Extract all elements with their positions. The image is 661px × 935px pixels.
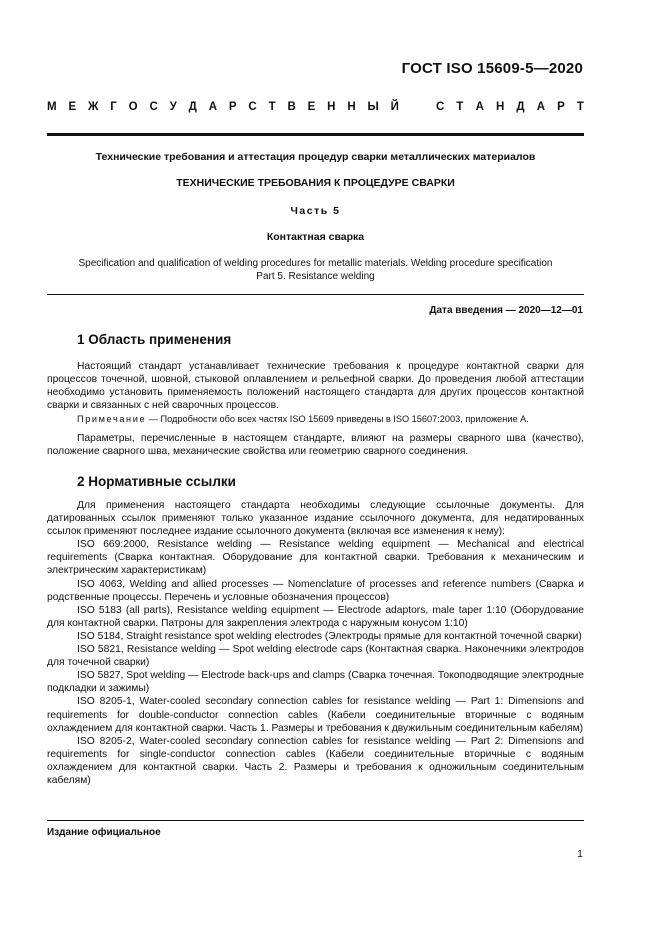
kind-word-interstate: М Е Ж Г О С У Д А Р С Т В Е Н Н Ы Й (47, 101, 399, 113)
reference-item: ISO 8205-2, Water-cooled secondary connection cables for resistance welding — Part 2: Dimensions and requirements for single-conductor connection cables (Кабели соединительные вторичные с водяным охлаждением для контактной сварки. Часть 2. Размеры и требования к одножильным соединительным кабелям) (47, 735, 584, 786)
footer-divider (47, 820, 584, 821)
official-edition: Издание официальное (47, 827, 161, 838)
reference-item: ISO 4063, Welding and allied processes — Nomenclature of processes and reference numbers (Сварка и родственные процессы. Перечень и условные обозначения процессов) (47, 578, 584, 603)
kind-word-standard: С Т А Н Д А Р Т (436, 101, 584, 113)
header-divider (47, 133, 584, 136)
note-text: — Подробности обо всех частях ISO 15609 приведены в ISO 15607:2003, приложение А. (146, 414, 529, 424)
reference-item: ISO 5184, Straight resistance spot welding electrodes (Электроды прямые для контактной точечной сварки) (77, 630, 582, 642)
part-title: Часть 5 (290, 205, 341, 217)
standard-number: ГОСТ ISO 15609-5—2020 (401, 60, 583, 77)
reference-item: ISO 669:2000, Resistance welding — Resistance welding equipment — Mechanical and electrical requirements (Сварка контактная. Оборудование для контактной сварки. Требования к механическим и электрическим характеристикам) (47, 539, 584, 577)
reference-item: ISO 5183 (all parts), Resistance welding equipment — Electrode adaptors, male taper 1:10 (Оборудование для контактной сварки. Патроны для закрепления электрода с наружным конусом 1:10) (47, 604, 584, 629)
introduction-date: Дата введения — 2020—12—01 (429, 305, 583, 316)
title-divider (47, 294, 584, 295)
standard-kind (47, 101, 584, 113)
reference-item: ISO 5827, Spot welding — Electrode back-ups and clamps (Сварка точечная. Токоподводящие электродные подкладки и зажимы) (47, 670, 584, 695)
note (47, 414, 584, 424)
page-number: 1 (577, 848, 583, 860)
general-title: Технические требования и аттестация процедур сварки металлических материалов (95, 151, 536, 163)
english-title: Specification and qualification of welding procedures for metallic materials. Welding procedure specification Part 5. Resistance welding (78, 258, 553, 282)
section-1-paragraph: Настоящий стандарт устанавливает технические требования к процедуре контактной сварки для процессов точечной, шовной, стыковой оплавлением и рельефной сварки. До проведения любой аттестации необходимо установить применяемость положений настоящего стандарта для других процессов контактной сварки и связанных с ней сварочных процессов. (47, 361, 584, 412)
section-1-paragraph-2: Параметры, перечисленные в настоящем стандарте, влияют на размеры сварного шва (качество), положение сварного шва, механические свойства или геометрию сварного соединения. (47, 433, 584, 458)
main-title: ТЕХНИЧЕСКИЕ ТРЕБОВАНИЯ К ПРОЦЕДУРЕ СВАРКИ (176, 177, 455, 189)
section-2-heading: 2 Нормативные ссылки (77, 474, 236, 489)
subtitle: Контактная сварка (266, 231, 365, 243)
reference-item: ISO 5821, Resistance welding — Spot welding electrode caps (Контактная сварка. Наконечники электродов для точечной сварки) (47, 644, 584, 669)
reference-item: ISO 8205-1, Water-cooled secondary connection cables for resistance welding — Part 1: Dimensions and requirements for double-conductor connection cables (Кабели соединительные вторичные с водяным охлаждением для контактной сварки. Часть 1. Размеры и требования к двужильным соединительным кабелям) (47, 696, 584, 734)
section-1-heading: 1 Область применения (77, 332, 232, 347)
note-label: Примечание (77, 414, 147, 424)
section-2-intro: Для применения настоящего стандарта необходимы следующие ссылочные документы. Для датированных ссылок применяют только указанное издание ссылочного документа, для недатированных ссылок применяют последнее издание ссылочного документа (включая все изменения к нему): (47, 500, 584, 538)
section-2-body (47, 499, 584, 787)
